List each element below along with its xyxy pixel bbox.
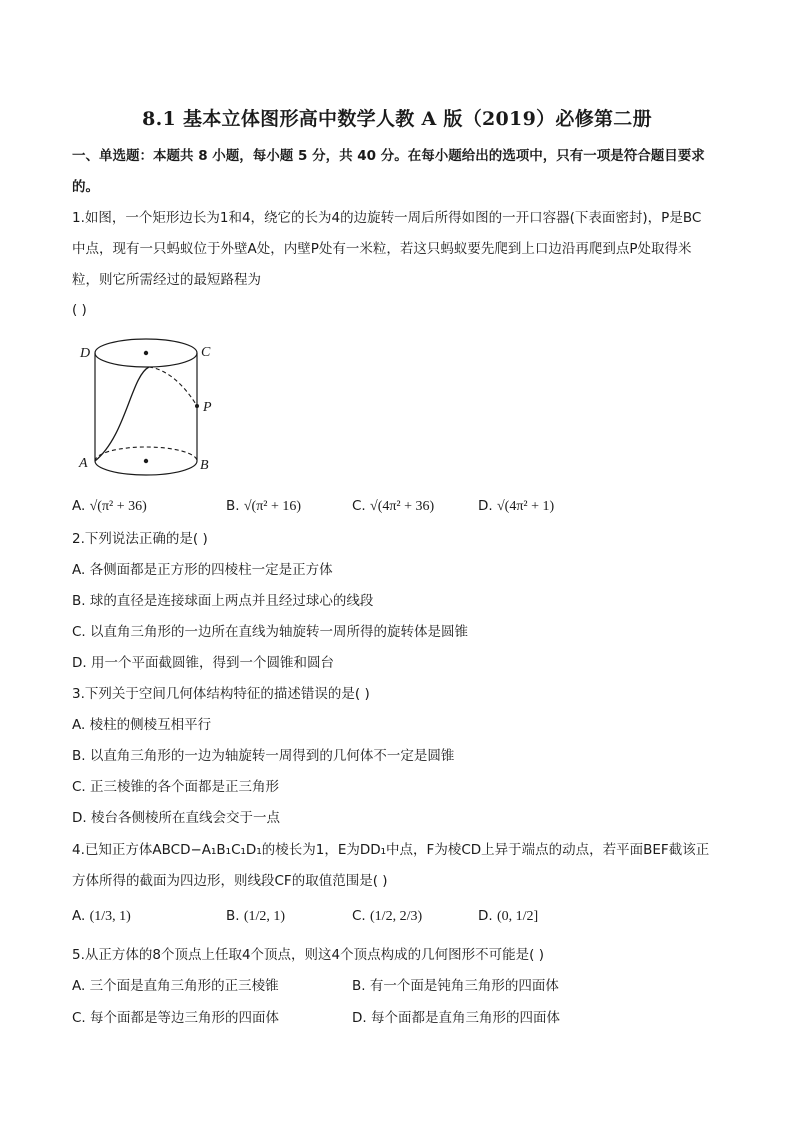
q1-option-b[interactable] [226, 498, 301, 515]
page-title: 8.1 基本立体图形高中数学人教 A 版（2019）必修第二册 [142, 108, 652, 130]
option-value: (1/2, 2/3) [370, 909, 423, 924]
q3-option-a[interactable]: A. 棱柱的侧棱互相平行 [72, 717, 212, 733]
top-center-dot [144, 351, 148, 355]
section-heading-line2: 的。 [72, 179, 99, 195]
section-heading-line1: 一、单选题：本题共 8 小题，每小题 5 分，共 40 分。在每小题给出的选项中，只有一项是符合题目要求 [72, 148, 705, 164]
q5-option-a[interactable]: A. 三个面是直角三角形的正三棱锥 [72, 978, 279, 994]
q4-option-d[interactable] [478, 908, 538, 925]
ant-path-inner [149, 367, 197, 406]
label-c: C [201, 345, 211, 360]
option-letter: C. [352, 498, 366, 514]
q4-option-b[interactable] [226, 908, 285, 925]
q5-option-d[interactable]: D. 每个面都是直角三角形的四面体 [352, 1010, 560, 1026]
q3-option-d[interactable]: D. 棱台各侧棱所在直线会交于一点 [72, 810, 280, 826]
q5-option-c[interactable]: C. 每个面都是等边三角形的四面体 [72, 1010, 280, 1026]
q1-stem-line2: 中点，现有一只蚂蚁位于外壁A处，内壁P处有一米粒，若这只蚂蚁要先爬到上口边沿再爬到点P处取得米 [72, 241, 692, 257]
cylinder-figure [76, 336, 226, 486]
bottom-center-dot [144, 459, 148, 463]
q5-stem: 5.从正方体的8个顶点上任取4个顶点，则这4个顶点构成的几何图形不可能是( ) [72, 947, 544, 963]
q3-option-b[interactable]: B. 以直角三角形的一边为轴旋转一周得到的几何体不一定是圆锥 [72, 748, 455, 764]
option-value: √(4π² + 1) [496, 499, 555, 514]
q1-stem-line3: 粒，则它所需经过的最短路程为 [72, 272, 261, 288]
label-p: P [203, 400, 212, 415]
q1-answer-paren: ( ) [72, 302, 87, 318]
option-letter: B. [226, 908, 240, 924]
option-value: √(4π² + 36) [370, 499, 435, 514]
option-letter: A. [72, 908, 86, 924]
point-p-dot [195, 404, 199, 408]
option-letter: A. [72, 498, 86, 514]
label-a: A [79, 456, 88, 471]
q2-option-c[interactable]: C. 以直角三角形的一边所在直线为轴旋转一周所得的旋转体是圆锥 [72, 624, 469, 640]
q2-option-b[interactable]: B. 球的直径是连接球面上两点并且经过球心的线段 [72, 593, 374, 609]
q4-option-a[interactable] [72, 908, 131, 925]
q3-stem: 3.下列关于空间几何体结构特征的描述错误的是( ) [72, 686, 370, 702]
q2-option-a[interactable]: A. 各侧面都是正方形的四棱柱一定是正方体 [72, 562, 333, 578]
q2-option-d[interactable]: D. 用一个平面截圆锥，得到一个圆锥和圆台 [72, 655, 334, 671]
q3-option-c[interactable]: C. 正三棱锥的各个面都是正三角形 [72, 779, 280, 795]
option-letter: D. [478, 498, 493, 514]
option-value: √(π² + 36) [89, 499, 147, 514]
label-d: D [80, 346, 91, 361]
q1-option-d[interactable] [478, 498, 554, 515]
option-value: √(π² + 16) [243, 499, 302, 514]
q4-stem-line2: 方体所得的截面为四边形，则线段CF的取值范围是( ) [72, 873, 388, 889]
option-value: (0, 1/2] [496, 909, 539, 924]
q4-stem-line1: 4.已知正方体ABCD−A₁B₁C₁D₁的棱长为1，E为DD₁中点，F为棱CD上异于端点的动点，若平面BEF截该正 [72, 842, 710, 858]
q2-stem: 2.下列说法正确的是( ) [72, 531, 208, 547]
q1-stem-line1: 1.如图，一个矩形边长为1和4，绕它的长为4的边旋转一周后所得如图的一开口容器(下表面密封)，P是BC [72, 210, 702, 226]
option-letter: B. [226, 498, 240, 514]
option-letter: D. [478, 908, 493, 924]
option-value: (1/3, 1) [89, 909, 131, 924]
option-letter: C. [352, 908, 366, 924]
q1-option-c[interactable] [352, 498, 434, 515]
label-b: B [200, 458, 209, 473]
option-value: (1/2, 1) [243, 909, 286, 924]
q4-option-c[interactable] [352, 908, 422, 925]
q1-option-a[interactable] [72, 498, 147, 515]
q5-option-b[interactable]: B. 有一个面是钝角三角形的四面体 [352, 978, 559, 994]
